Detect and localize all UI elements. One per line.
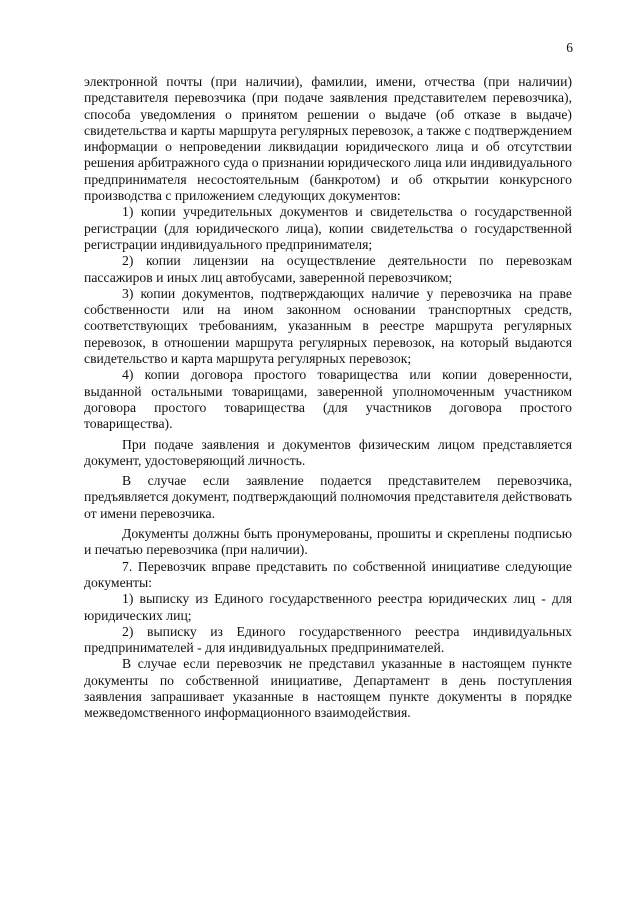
- list-item-4: 4) копии договора простого товарищества или копии доверенности, выданной остальными товарищами, заверенной уполномоченным участником договора простого товарищества (для участников договора простого товарищества).: [84, 367, 572, 432]
- document-body: [84, 74, 572, 722]
- list-item-3: 3) копии документов, подтверждающих наличие у перевозчика на праве собственности или на ином законном основании транспортных средств, соответствующих требованиям, указанным в реестре маршрута регулярных перевозок, в отношении маршрута регулярных перевозок, на который выдаются свидетельство и карта маршрута регулярных перевозок;: [84, 285, 572, 367]
- paragraph-continuation: электронной почты (при наличии), фамилии, имени, отчества (при наличии) представителя перевозчика (при подаче заявления представителем перевозчика), способа уведомления о принятом решении о выдаче (об отказе в выдаче) свидетельства и карты маршрута регулярных перевозок, а также с подтверждением информации о непроведении ликвидации юридического лица и об отсутствии решения арбитражного суда о признании юридического лица или индивидуального предпринимателя несостоятельным (банкротом) и об открытии конкурсного производства с приложением следующих документов:: [84, 74, 572, 204]
- section-7-heading: 7. Перевозчик вправе представить по собственной инициативе следующие документы:: [84, 558, 572, 590]
- page-number: 6: [566, 40, 573, 55]
- list-item-1: 1) копии учредительных документов и свидетельства о государственной регистрации (для юридического лица), копии свидетельства о государственной регистрации индивидуального предпринимателя;: [84, 204, 572, 252]
- list-item-2: 2) копии лицензии на осуществление деятельности по перевозкам пассажиров и иных лиц автобусами, заверенной перевозчиком;: [84, 253, 572, 285]
- section-7-item-1: 1) выписку из Единого государственного реестра юридических лиц - для юридических лиц;: [84, 591, 572, 623]
- paragraph-interagency: В случае если перевозчик не представил указанные в настоящем пункте документы по собственной инициативе, Департамент в день поступления заявления запрашивает указанные в настоящем пункте документы в порядке межведомственного информационного взаимодействия.: [84, 656, 572, 721]
- paragraph-numbering: Документы должны быть пронумерованы, прошиты и скреплены подписью и печатью перевозчика (при наличии).: [84, 526, 572, 558]
- section-7-item-2: 2) выписку из Единого государственного реестра индивидуальных предпринимателей - для индивидуальных предпринимателей.: [84, 623, 572, 656]
- paragraph-representative: В случае если заявление подается представителем перевозчика, предъявляется документ, подтверждающий полномочия представителя действовать от имени перевозчика.: [84, 473, 572, 521]
- paragraph-identity: При подаче заявления и документов физическим лицом представляется документ, удостоверяющий личность.: [84, 436, 572, 468]
